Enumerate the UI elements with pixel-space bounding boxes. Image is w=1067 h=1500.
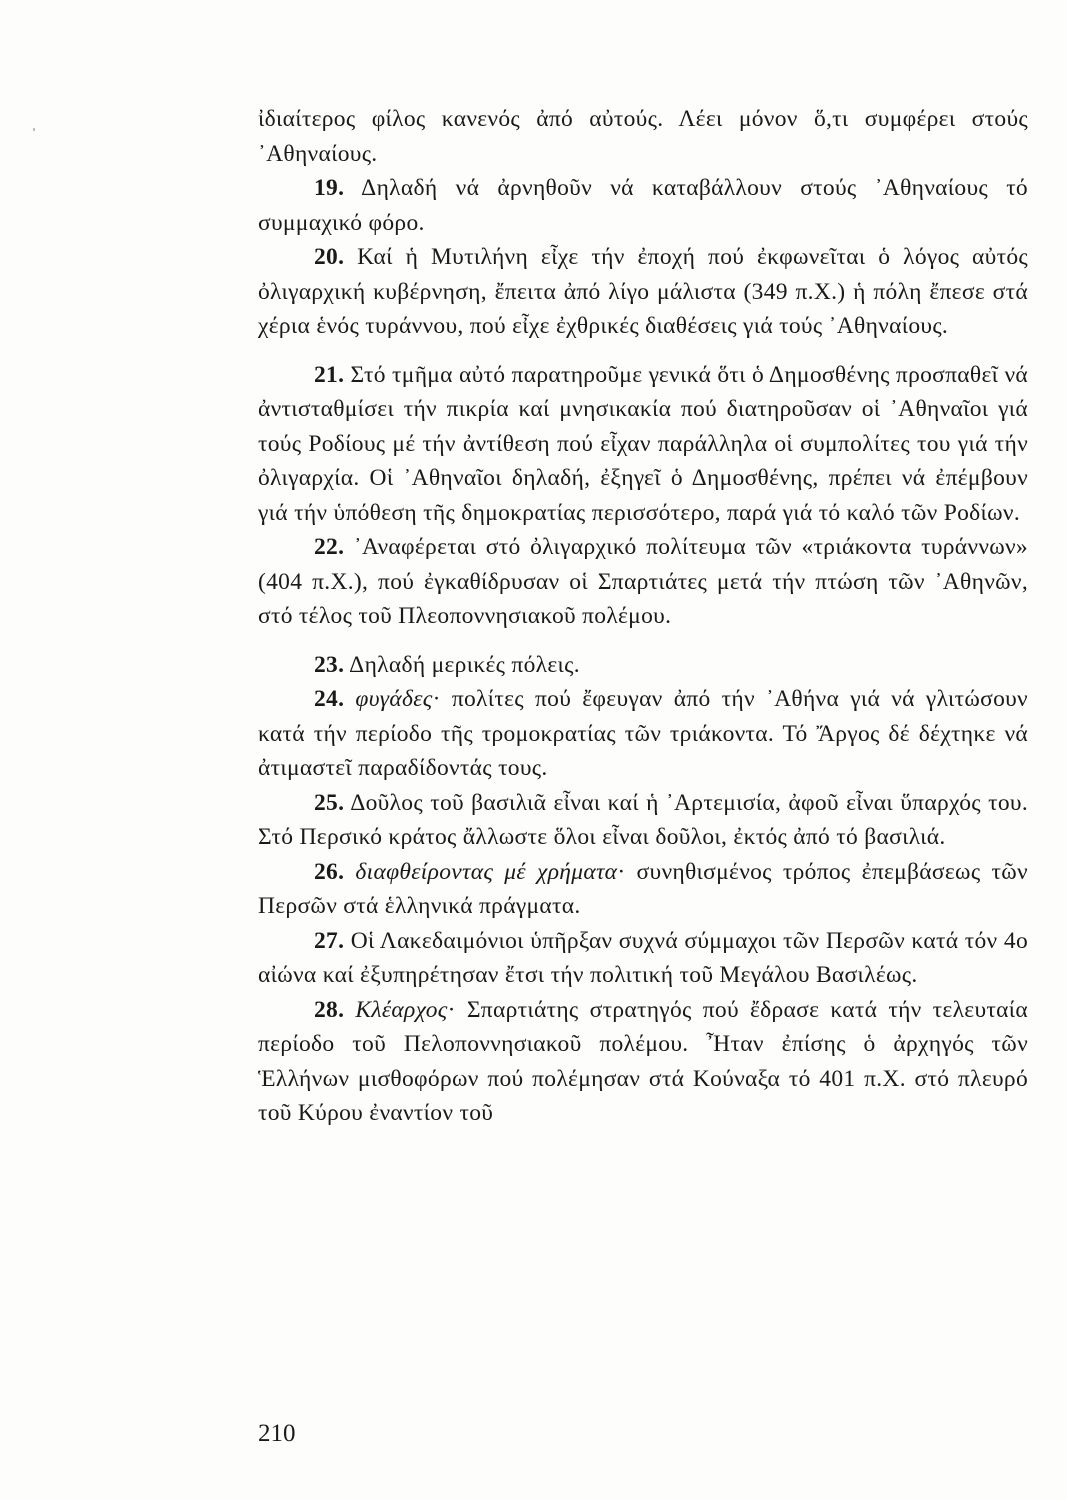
note-text: Καί ἡ Μυτιλήνη εἶχε τήν ἐποχή πού ἐκφωνεῖται ὁ λόγος αὐτός ὀλιγαρχική κυβέρνηση, ἔπειτα ἀπό λίγο μάλιστα (349 π.Χ.) ἡ πόλη ἔπεσε στά χέρια ἑνός τυράννου, πού εἶχε ἐχθρικές διαθέσεις γιά τούς ᾿Αθηναίους.	[258, 244, 1028, 339]
note-number: 21.	[314, 361, 345, 388]
note-25	[258, 786, 1028, 855]
note-number: 24.	[314, 686, 345, 712]
note-24	[258, 682, 1028, 786]
note-term: διαφθείροντας μέ χρήματα	[344, 858, 618, 885]
note-text: Δοῦλος τοῦ βασιλιᾶ εἶναι καί ἡ ᾿Αρτεμισία, ἀφοῦ εἶναι ὕπαρχός του. Στό Περσικό κράτος ἄλλωστε ὅλοι εἶναι δοῦλοι, ἐκτός ἀπό τό βασιλιά.	[258, 789, 1028, 850]
note-number: 28.	[314, 996, 345, 1023]
note-text: Οἱ Λακεδαιμόνιοι ὑπῆρξαν συχνά σύμμαχοι τῶν Περσῶν κατά τόν 4ο αἰώνα καί ἐξυπηρέτησαν ἔτσι τήν πολιτική τοῦ Μεγάλου Βασιλέως.	[258, 927, 1028, 988]
note-19	[258, 171, 1028, 240]
note-text: Δηλαδή νά ἀρνηθοῦν νά καταβάλλουν στούς ᾿Αθηναίους τό συμμαχικό φόρο.	[258, 175, 1028, 236]
note-20	[258, 240, 1028, 344]
note-number: 23.	[314, 651, 345, 678]
note-number: 26.	[314, 858, 345, 885]
note-text: · πολίτες πού ἔφευγαν ἀπό τήν ᾿Αθήνα γιά νά γλιτώσουν κατά τήν περίοδο τῆς τρομοκρατίας τῶν τριάκοντα. Τό Ἄργος δέ δέχτηκε νά ἀτιμαστεῖ παραδίδοντάς τους.	[258, 686, 1028, 781]
note-23	[258, 648, 1028, 683]
note-26	[258, 855, 1028, 924]
note-text: ᾿Αναφέρεται στό ὀλιγαρχικό πολίτευμα τῶν «τριάκοντα τυράννων» (404 π.Χ.), πού ἐγκαθίδρυσαν οἱ Σπαρτιάτες μετά τήν πτώση τῶν ᾿Αθηνῶν, στό τέλος τοῦ Πλεοποννησιακοῦ πολέμου.	[258, 534, 1028, 629]
note-term: φυγάδες	[344, 686, 433, 712]
note-text: Στό τμῆμα αὐτό παρατηροῦμε γενικά ὅτι ὁ Δημοσθένης προσπαθεῖ νά ἀντισταθμίσει τήν πικρία καί μνησικακία πού διατηροῦσαν οἱ ᾿Αθηναῖοι γιά τούς Ροδίους μέ τήν ἀντίθεση πού εἶχαν παράλληλα οἱ συμπολίτες του γιά τήν ὀλιγαρχία. Οἱ ᾿Αθηναῖοι δηλαδή, ἐξηγεῖ ὁ Δημοσθένης, πρέπει νά ἐπέμβουν γιά τήν ὑπόθεση τῆς δημοκρατίας περισσότερο, παρά γιά τό καλό τῶν Ροδίων.	[258, 361, 1028, 526]
note-number: 20.	[314, 244, 345, 270]
note-number: 25.	[314, 789, 345, 816]
note-28	[258, 993, 1028, 1131]
note-text: · Σπαρτιάτης στρατηγός πού ἔδρασε κατά τήν τελευταία περίοδο τοῦ Πελοποννησιακοῦ πολέμου. Ἦταν ἐπίσης ὁ ἀρχηγός τῶν Ἑλλήνων μισθοφόρων πού πολέμησαν στά Κούναξα τό 401 π.Χ. στό πλευρό τοῦ Κύρου ἐναντίον τοῦ	[258, 996, 1028, 1126]
note-21	[258, 358, 1028, 531]
note-number: 22.	[314, 534, 345, 560]
note-text: · συνηθισμένος τρόπος ἐπεμβάσεως τῶν Περσῶν στά ἑλληνικά πράγματα.	[258, 858, 1028, 919]
notes-body	[258, 102, 1028, 1131]
note-number: 19.	[314, 175, 345, 201]
note-term: Κλέαρχος	[344, 996, 448, 1023]
note-text: Δηλαδή μερικές πόλεις.	[344, 651, 580, 678]
page-number: 210	[258, 1420, 296, 1447]
scan-speck	[33, 128, 35, 131]
note-27	[258, 924, 1028, 993]
note-number: 27.	[314, 927, 345, 954]
note-22	[258, 530, 1028, 634]
continuation-paragraph: ἰδιαίτερος φίλος κανενός ἀπό αὐτούς. Λέει μόνον ὅ,τι συμφέρει στούς ᾿Αθηναίους.	[258, 106, 1028, 167]
